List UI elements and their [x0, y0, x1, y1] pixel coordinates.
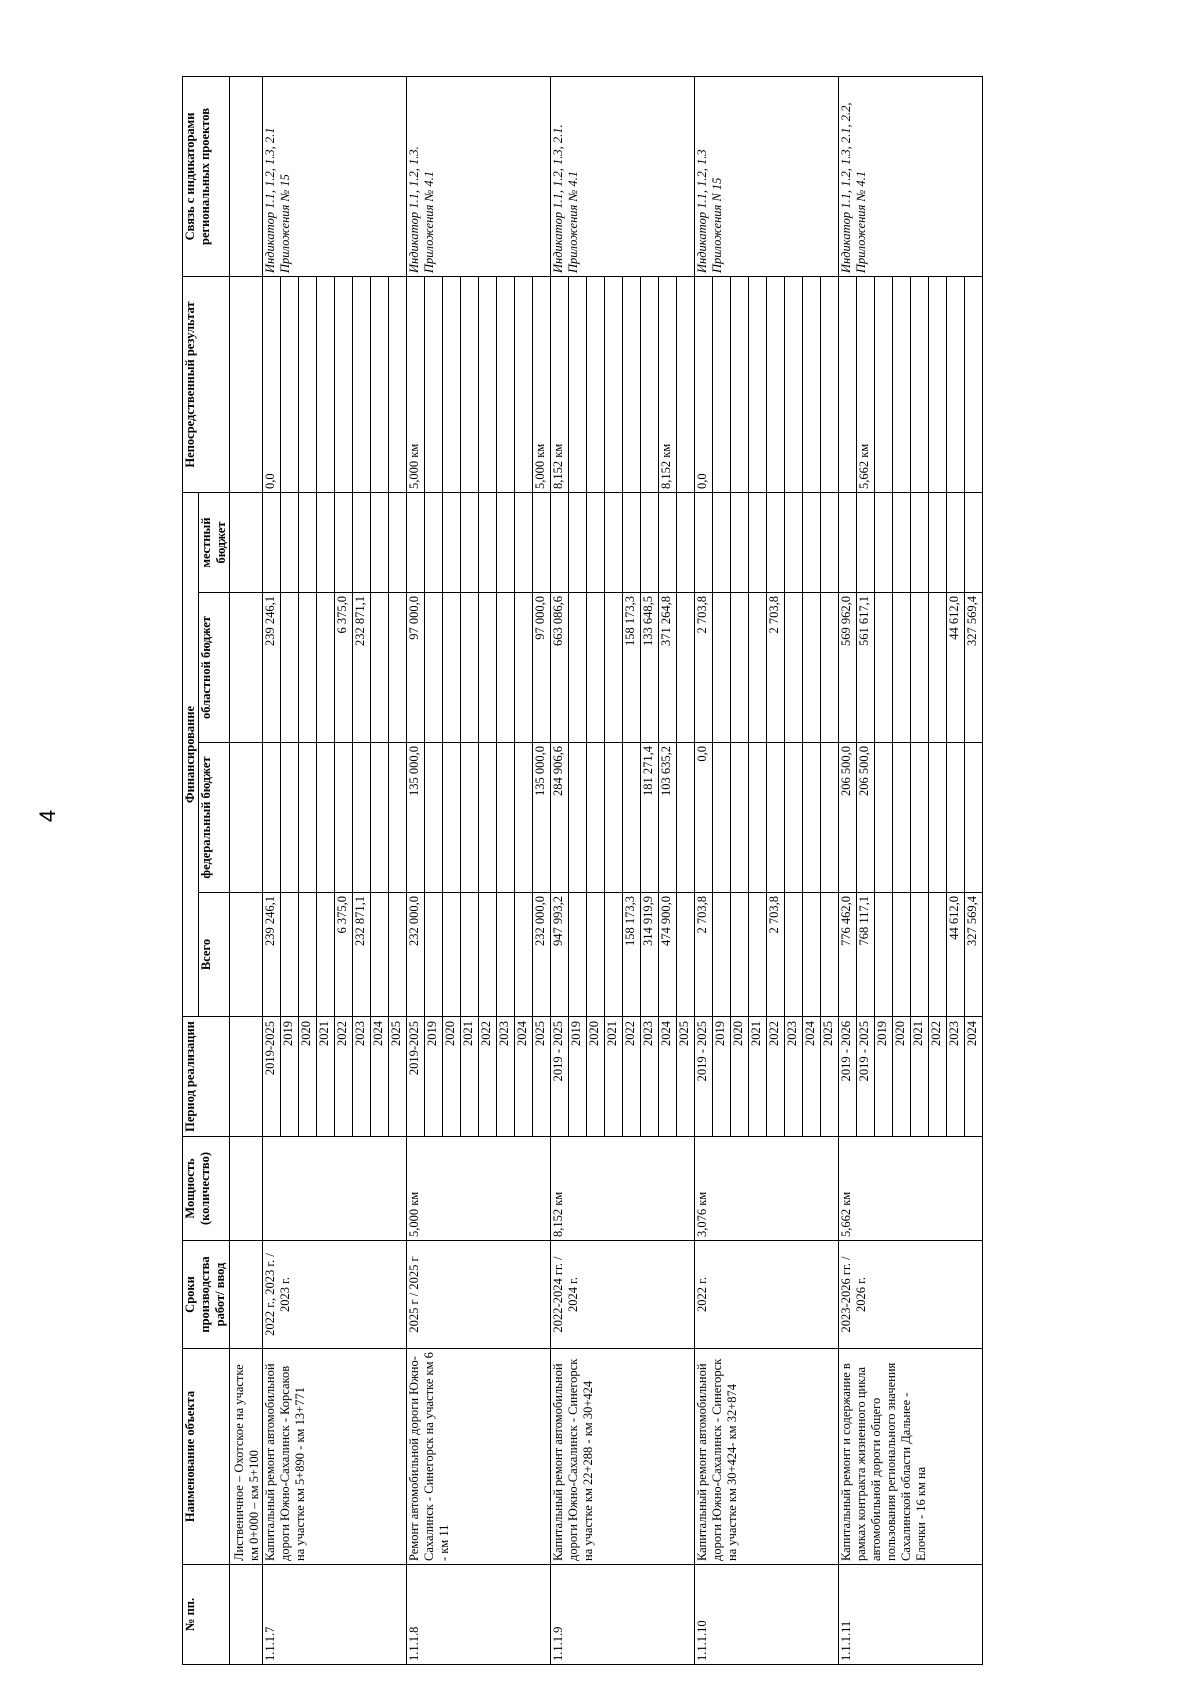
period-cell: 2021 [605, 1017, 623, 1137]
result-cell [605, 277, 623, 493]
total-cell [443, 893, 461, 1017]
object-number: 1.1.1.7 [263, 1565, 407, 1665]
period-cell: 2025 [389, 1017, 407, 1137]
regional-cell [389, 593, 407, 743]
result-cell [587, 277, 605, 493]
local-cell [749, 493, 767, 593]
regional-cell [677, 593, 695, 743]
regional-cell [875, 593, 893, 743]
result-cell: 8,152 км [551, 277, 569, 493]
regional-cell [821, 593, 839, 743]
object-capacity: 3,076 км [695, 1137, 839, 1241]
federal-cell [911, 743, 929, 893]
total-cell: 768 117,1 [857, 893, 875, 1017]
indicator-link: Индикатор 1.1, 1.2, 1.3, 2.1 Приложения № 15 [263, 77, 407, 277]
result-cell: 5,662 км [857, 277, 875, 493]
regional-cell: 97 000,0 [407, 593, 425, 743]
result-cell [677, 277, 695, 493]
result-cell [821, 277, 839, 493]
total-cell: 776 462,0 [839, 893, 857, 1017]
local-cell [299, 493, 317, 593]
total-cell: 239 246,1 [263, 893, 281, 1017]
header-terms: Сроки производства работ/ ввод [183, 1241, 230, 1349]
federal-cell [587, 743, 605, 893]
local-cell [479, 493, 497, 593]
local-cell [821, 493, 839, 593]
regional-cell [911, 593, 929, 743]
total-cell: 327 569,4 [965, 893, 983, 1017]
federal-cell [335, 743, 353, 893]
local-cell [695, 493, 713, 593]
regional-cell: 561 617,1 [857, 593, 875, 743]
federal-cell [947, 743, 965, 893]
local-cell [641, 493, 659, 593]
total-cell [425, 893, 443, 1017]
period-cell: 2020 [443, 1017, 461, 1137]
regional-cell: 371 264,8 [659, 593, 677, 743]
result-cell [893, 277, 911, 493]
table-row [551, 77, 569, 1665]
period-cell: 2019 [281, 1017, 299, 1137]
regional-cell: 569 962,0 [839, 593, 857, 743]
rotated-table-container [182, 77, 1182, 1665]
period-cell: 2019 [569, 1017, 587, 1137]
object-name: Капитальный ремонт автомобильной дороги Южно-Сахалинск - Синегорск на участке км 22+288 - км 30+424 [551, 1349, 695, 1565]
period-cell: 2019 - 2026 [839, 1017, 857, 1137]
period-cell: 2019-2025 [407, 1017, 425, 1137]
period-cell: 2023 [785, 1017, 803, 1137]
result-cell [785, 277, 803, 493]
continuation-row [230, 77, 263, 1665]
federal-cell: 135 000,0 [407, 743, 425, 893]
header-total: Всего [199, 893, 230, 1017]
object-name: Капитальный ремонт и содержание в рамках контракта жизненного цикла автомобильной дороги общего пользования регионального значения Сахалинской области Дальнее - Елочки - 16 км на [839, 1349, 983, 1565]
result-cell [623, 277, 641, 493]
federal-cell: 135 000,0 [533, 743, 551, 893]
total-cell [479, 893, 497, 1017]
result-cell [353, 277, 371, 493]
total-cell [821, 893, 839, 1017]
result-cell [425, 277, 443, 493]
header-link: Связь с индикаторами региональных проектов [183, 77, 230, 277]
federal-cell [371, 743, 389, 893]
regional-cell: 239 246,1 [263, 593, 281, 743]
period-cell: 2024 [965, 1017, 983, 1137]
result-cell [317, 277, 335, 493]
period-cell: 2019 [875, 1017, 893, 1137]
period-cell: 2019-2025 [263, 1017, 281, 1137]
federal-cell [461, 743, 479, 893]
period-cell: 2022 [929, 1017, 947, 1137]
regional-cell [479, 593, 497, 743]
result-cell: 0,0 [263, 277, 281, 493]
federal-cell [425, 743, 443, 893]
period-cell: 2024 [515, 1017, 533, 1137]
federal-cell [713, 743, 731, 893]
local-cell [605, 493, 623, 593]
total-cell [497, 893, 515, 1017]
federal-cell [767, 743, 785, 893]
regional-cell [281, 593, 299, 743]
regional-cell [803, 593, 821, 743]
object-name: Ремонт автомобильной дороги Южно-Сахалинск - Синегорск на участке км 6 - км 11 [407, 1349, 551, 1565]
local-cell [929, 493, 947, 593]
header-federal: федеральный бюджет [199, 743, 230, 893]
period-cell: 2019 - 2025 [551, 1017, 569, 1137]
regional-cell: 663 086,6 [551, 593, 569, 743]
federal-cell [929, 743, 947, 893]
federal-cell [317, 743, 335, 893]
regional-cell: 2 703,8 [695, 593, 713, 743]
federal-cell [515, 743, 533, 893]
total-cell: 474 900,0 [659, 893, 677, 1017]
federal-cell [497, 743, 515, 893]
period-cell: 2021 [317, 1017, 335, 1137]
object-capacity: 8,152 км [551, 1137, 695, 1241]
result-cell [641, 277, 659, 493]
total-cell [677, 893, 695, 1017]
local-cell [497, 493, 515, 593]
local-cell [425, 493, 443, 593]
object-name: Капитальный ремонт автомобильной дороги Южно-Сахалинск - Синегорск на участке км 30+424- км 32+874 [695, 1349, 839, 1565]
total-cell [713, 893, 731, 1017]
regional-cell [785, 593, 803, 743]
result-cell [479, 277, 497, 493]
regional-cell: 6 375,0 [335, 593, 353, 743]
result-cell [731, 277, 749, 493]
federal-cell [263, 743, 281, 893]
federal-cell [389, 743, 407, 893]
result-cell [749, 277, 767, 493]
result-cell [299, 277, 317, 493]
result-cell [443, 277, 461, 493]
total-cell [605, 893, 623, 1017]
object-terms: 2023-2026 гг. / 2026 г. [839, 1241, 983, 1349]
regional-cell [587, 593, 605, 743]
regional-cell [497, 593, 515, 743]
period-cell: 2019 [713, 1017, 731, 1137]
header-result: Непосредственный результат [183, 277, 230, 493]
header-regional: областной бюджет [199, 593, 230, 743]
period-cell: 2019 - 2025 [695, 1017, 713, 1137]
indicator-link: Индикатор 1.1, 1.2, 1.3. Приложения № 4.1 [407, 77, 551, 277]
table-row [839, 77, 857, 1665]
regional-cell: 232 871,1 [353, 593, 371, 743]
regional-cell [371, 593, 389, 743]
local-cell [335, 493, 353, 593]
object-terms: 2022-2024 гг. / 2024 г. [551, 1241, 695, 1349]
local-cell [281, 493, 299, 593]
federal-cell [443, 743, 461, 893]
federal-cell [731, 743, 749, 893]
total-cell: 158 173,3 [623, 893, 641, 1017]
table-row [695, 77, 713, 1665]
financing-table [182, 76, 983, 1665]
period-cell: 2021 [749, 1017, 767, 1137]
total-cell [893, 893, 911, 1017]
federal-cell: 103 635,2 [659, 743, 677, 893]
period-cell: 2021 [911, 1017, 929, 1137]
object-number: 1.1.1.11 [839, 1565, 983, 1665]
local-cell [353, 493, 371, 593]
total-cell [587, 893, 605, 1017]
local-cell [911, 493, 929, 593]
local-cell [875, 493, 893, 593]
result-cell: 0,0 [695, 277, 713, 493]
local-cell [659, 493, 677, 593]
result-cell [947, 277, 965, 493]
period-cell: 2025 [533, 1017, 551, 1137]
local-cell [731, 493, 749, 593]
object-number: 1.1.1.9 [551, 1565, 695, 1665]
regional-cell: 2 703,8 [767, 593, 785, 743]
local-cell [947, 493, 965, 593]
local-cell [965, 493, 983, 593]
period-cell: 2024 [371, 1017, 389, 1137]
period-cell: 2020 [731, 1017, 749, 1137]
total-cell [371, 893, 389, 1017]
local-cell [587, 493, 605, 593]
regional-cell [569, 593, 587, 743]
header-no: № пп. [183, 1565, 230, 1665]
regional-cell [605, 593, 623, 743]
federal-cell [749, 743, 767, 893]
regional-cell [443, 593, 461, 743]
result-cell [965, 277, 983, 493]
federal-cell: 206 500,0 [857, 743, 875, 893]
period-cell: 2022 [623, 1017, 641, 1137]
regional-cell: 133 648,5 [641, 593, 659, 743]
total-cell: 314 919,9 [641, 893, 659, 1017]
local-cell [623, 493, 641, 593]
header-period: Период реализации [183, 1017, 230, 1137]
period-cell: 2019 [425, 1017, 443, 1137]
total-cell [731, 893, 749, 1017]
federal-cell [785, 743, 803, 893]
period-cell: 2025 [677, 1017, 695, 1137]
local-cell [803, 493, 821, 593]
federal-cell [299, 743, 317, 893]
federal-cell: 206 500,0 [839, 743, 857, 893]
result-cell [389, 277, 407, 493]
local-cell [767, 493, 785, 593]
result-cell [515, 277, 533, 493]
header-local: местный бюджет [199, 493, 230, 593]
period-cell: 2022 [767, 1017, 785, 1137]
federal-cell [803, 743, 821, 893]
indicator-link: Индикатор 1.1, 1.2, 1.3 Приложения N 15 [695, 77, 839, 277]
federal-cell: 284 906,6 [551, 743, 569, 893]
total-cell: 947 993,2 [551, 893, 569, 1017]
period-cell: 2024 [803, 1017, 821, 1137]
total-cell [281, 893, 299, 1017]
total-cell [317, 893, 335, 1017]
period-cell: 2024 [659, 1017, 677, 1137]
result-cell [839, 277, 857, 493]
indicator-link: Индикатор 1.1, 1.2, 1.3, 2.1, 2.2, Приложения № 4.1 [839, 77, 983, 277]
regional-cell [749, 593, 767, 743]
object-terms: 2022 г., 2023 г. / 2023 г. [263, 1241, 407, 1349]
result-cell [767, 277, 785, 493]
object-number: 1.1.1.10 [695, 1565, 839, 1665]
period-cell: 2020 [893, 1017, 911, 1137]
total-cell [929, 893, 947, 1017]
header-capacity: Мощность (количество) [183, 1137, 230, 1241]
federal-cell [281, 743, 299, 893]
local-cell [371, 493, 389, 593]
total-cell: 44 612,0 [947, 893, 965, 1017]
local-cell [551, 493, 569, 593]
federal-cell [353, 743, 371, 893]
federal-cell [821, 743, 839, 893]
total-cell [875, 893, 893, 1017]
regional-cell [461, 593, 479, 743]
period-cell: 2020 [587, 1017, 605, 1137]
object-capacity: 5,000 км [407, 1137, 551, 1241]
result-cell [875, 277, 893, 493]
local-cell [461, 493, 479, 593]
result-cell: 5,000 км [407, 277, 425, 493]
total-cell: 6 375,0 [335, 893, 353, 1017]
total-cell [803, 893, 821, 1017]
local-cell [263, 493, 281, 593]
period-cell: 2023 [353, 1017, 371, 1137]
result-cell [911, 277, 929, 493]
total-cell: 232 871,1 [353, 893, 371, 1017]
period-cell: 2022 [335, 1017, 353, 1137]
indicator-link: Индикатор 1.1, 1.2, 1.3, 2.1. Приложения № 4.1 [551, 77, 695, 277]
federal-cell: 181 271,4 [641, 743, 659, 893]
total-cell: 232 000,0 [407, 893, 425, 1017]
regional-cell [929, 593, 947, 743]
total-cell: 232 000,0 [533, 893, 551, 1017]
local-cell [389, 493, 407, 593]
period-cell: 2023 [947, 1017, 965, 1137]
federal-cell [893, 743, 911, 893]
result-cell: 8,152 км [659, 277, 677, 493]
object-capacity: 5,662 км [839, 1137, 983, 1241]
local-cell [839, 493, 857, 593]
period-cell: 2022 [479, 1017, 497, 1137]
federal-cell [623, 743, 641, 893]
period-cell: 2019 - 2025 [857, 1017, 875, 1137]
regional-cell [425, 593, 443, 743]
regional-cell [317, 593, 335, 743]
period-cell: 2025 [821, 1017, 839, 1137]
total-cell [461, 893, 479, 1017]
result-cell [803, 277, 821, 493]
regional-cell [893, 593, 911, 743]
regional-cell [713, 593, 731, 743]
local-cell [893, 493, 911, 593]
total-cell [569, 893, 587, 1017]
page-number: 4 [35, 809, 61, 823]
local-cell [533, 493, 551, 593]
local-cell [515, 493, 533, 593]
local-cell [317, 493, 335, 593]
result-cell: 5,000 км [533, 277, 551, 493]
regional-cell: 158 173,3 [623, 593, 641, 743]
local-cell [785, 493, 803, 593]
period-cell: 2023 [641, 1017, 659, 1137]
result-cell [569, 277, 587, 493]
local-cell [443, 493, 461, 593]
result-cell [371, 277, 389, 493]
local-cell [677, 493, 695, 593]
header-financing: Финансирование [183, 493, 199, 1017]
local-cell [857, 493, 875, 593]
total-cell [749, 893, 767, 1017]
regional-cell [515, 593, 533, 743]
result-cell [461, 277, 479, 493]
regional-cell [299, 593, 317, 743]
total-cell [785, 893, 803, 1017]
result-cell [929, 277, 947, 493]
local-cell [569, 493, 587, 593]
result-cell [335, 277, 353, 493]
period-cell: 2020 [299, 1017, 317, 1137]
total-cell [515, 893, 533, 1017]
federal-cell [965, 743, 983, 893]
federal-cell: 0,0 [695, 743, 713, 893]
period-cell: 2023 [497, 1017, 515, 1137]
regional-cell: 97 000,0 [533, 593, 551, 743]
regional-cell: 44 612,0 [947, 593, 965, 743]
object-name: Капитальный ремонт автомобильной дороги Южно-Сахалинск - Корсаков на участке км 5+890 - км 13+771 [263, 1349, 407, 1565]
result-cell [497, 277, 515, 493]
total-cell: 2 703,8 [695, 893, 713, 1017]
result-cell [713, 277, 731, 493]
regional-cell [731, 593, 749, 743]
result-cell [281, 277, 299, 493]
federal-cell [605, 743, 623, 893]
federal-cell [875, 743, 893, 893]
local-cell [713, 493, 731, 593]
table-row [407, 77, 425, 1665]
object-terms: 2025 г / 2025 г [407, 1241, 551, 1349]
federal-cell [677, 743, 695, 893]
object-capacity [263, 1137, 407, 1241]
prev-object-continuation: Лиственичное – Охотское на участке км 0+000 – км 5+100 [230, 1349, 263, 1565]
local-cell [407, 493, 425, 593]
total-cell [911, 893, 929, 1017]
period-cell: 2021 [461, 1017, 479, 1137]
object-terms: 2022 г. [695, 1241, 839, 1349]
header-name: Наименование объекта [183, 1349, 230, 1565]
regional-cell: 327 569,4 [965, 593, 983, 743]
object-number: 1.1.1.8 [407, 1565, 551, 1665]
total-cell [389, 893, 407, 1017]
table-row [263, 77, 281, 1665]
total-cell: 2 703,8 [767, 893, 785, 1017]
federal-cell [569, 743, 587, 893]
federal-cell [479, 743, 497, 893]
total-cell [299, 893, 317, 1017]
